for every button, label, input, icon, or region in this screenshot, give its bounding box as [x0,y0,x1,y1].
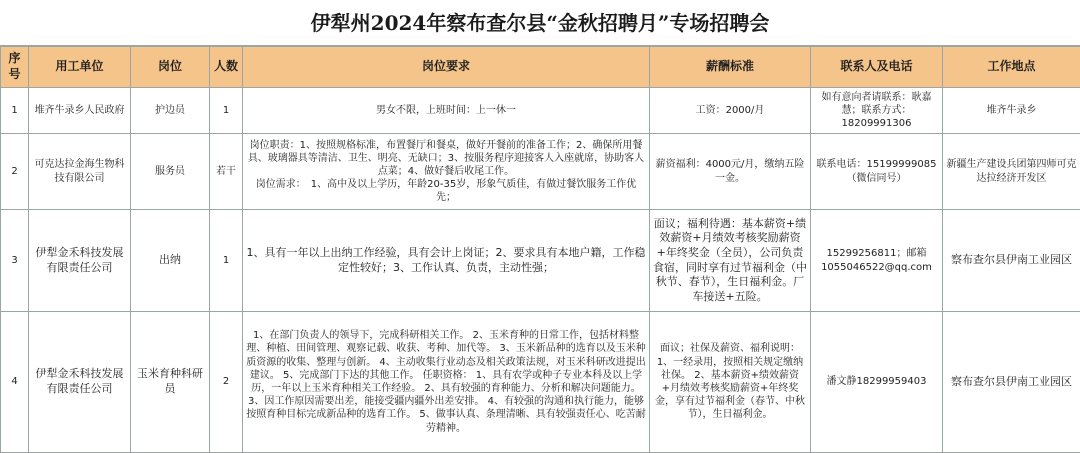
table-row [1,134,1080,210]
cell-contact: 潘文静18299959403 [811,312,943,453]
cell-position: 出纳 [131,210,210,312]
cell-company: 伊犁金禾科技发展有限责任公司 [29,210,131,312]
cell-location: 新疆生产建设兵团第四师可克达拉经济开发区 [943,134,1080,210]
cell-company: 堆齐牛录乡人民政府 [29,88,131,134]
header-contact: 联系人及电话 [811,47,943,88]
cell-salary: 薪资福利：4000元/月，缴纳五险一金。 [650,134,811,210]
header-seq: 序号 [1,47,29,88]
cell-company: 可克达拉金海生物科技有限公司 [29,134,131,210]
cell-position: 服务员 [131,134,210,210]
cell-seq: 2 [1,134,29,210]
job-table [0,46,1080,453]
header-requirements: 岗位要求 [243,47,650,88]
table-row [1,312,1080,453]
cell-contact: 如有意向者请联系：耿嘉慧；联系方式：18209991306 [811,88,943,134]
cell-salary: 面议；福利待遇：基本薪资+绩效薪资+月绩效考核奖励薪资+年终奖金（全员），公司负责食宿，同时享有过节福利金（中秋节、春节），生日福利金。厂车接送+五险。 [650,210,811,312]
header-salary: 薪酬标准 [650,47,811,88]
table-row [1,210,1080,312]
cell-count: 若干 [210,134,243,210]
cell-seq: 4 [1,312,29,453]
cell-location: 察布查尔县伊南工业园区 [943,312,1080,453]
cell-requirements: 1、在部门负责人的领导下，完成科研相关工作。 2、玉米育种的日常工作，包括材料整理、种植、田间管理、观察记载、收获、考种、加代等。 3、玉米新品种的选育以及玉米种质资源的收集、整理与创新。 4、主动收集行业动态及相关政策法规，对玉米科研改进提出建议。 5、完成部门下达的其他工作。 任职资格： 1、具有农学或种子专业本科及以上学历，一年以上玉米育种相关工作经验。 2、具有较强的育种能力、分析和解决问题能力。 3、因工作原因需要出差，能接受疆内疆外出差安排。 4、有较强的沟通和执行能力，能够按照育种目标完成新品种的选育工作。 5、做事认真、条理清晰、具有较强责任心、吃苦耐劳精神。 [243,312,650,453]
cell-count: 1 [210,88,243,134]
cell-location: 察布查尔县伊南工业园区 [943,210,1080,312]
header-row [1,47,1080,88]
cell-count: 1 [210,210,243,312]
cell-requirements: 男女不限，上班时间：上一休一 [243,88,650,134]
cell-seq: 1 [1,88,29,134]
cell-salary: 面议；社保及薪资、福利说明： 1、一经录用，按照相关规定缴纳社保。 2、基本薪资+绩效薪资+月绩效考核奖励薪资+年终奖金，享有过节福利金（春节、中秋节），生日福利金。 [650,312,811,453]
cell-location: 堆齐牛录乡 [943,88,1080,134]
cell-contact: 联系电话：15199999085（微信同号） [811,134,943,210]
cell-requirements: 1、具有一年以上出纳工作经验，具有会计上岗证；2、要求具有本地户籍，工作稳定性较好；3、工作认真、负责，主动性强； [243,210,650,312]
header-location: 工作地点 [943,47,1080,88]
cell-position: 玉米育种科研员 [131,312,210,453]
table-row [1,88,1080,134]
header-company: 用工单位 [29,47,131,88]
header-count: 人数 [210,47,243,88]
cell-position: 护边员 [131,88,210,134]
header-position: 岗位 [131,47,210,88]
cell-seq: 3 [1,210,29,312]
cell-company: 伊犁金禾科技发展有限责任公司 [29,312,131,453]
cell-count: 2 [210,312,243,453]
cell-contact: 15299256811；邮箱1055046522@qq.com [811,210,943,312]
page-title: 伊犁州2024年察布查尔县“金秋招聘月”专场招聘会 [0,0,1080,46]
cell-salary: 工资：2000/月 [650,88,811,134]
cell-requirements: 岗位职责：1、按照规格标准，布置餐厅和餐桌，做好开餐前的准备工作；2、确保所用餐具、玻璃器具等清洁、卫生、明亮、无缺口；3、按服务程序迎接客人入座就席，协助客人点菜；4、做好餐后收尾工作。 岗位需求： 1、高中及以上学历，年龄20-35岁，形象气质佳，有做过餐饮服务工作优先； [243,134,650,210]
